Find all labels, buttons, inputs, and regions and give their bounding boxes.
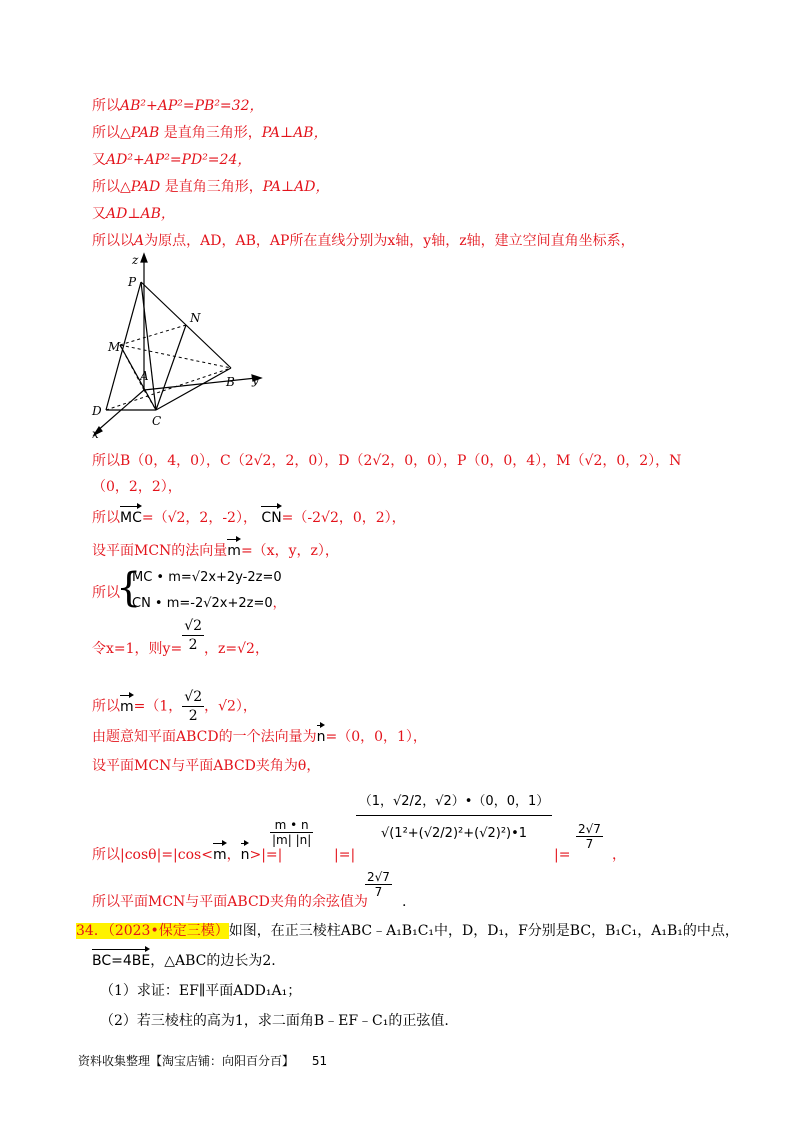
text: 所以 <box>92 698 120 715</box>
text: 是直角三角形， <box>164 179 263 195</box>
line-2 <box>92 124 328 142</box>
conclusion-line <box>92 893 368 911</box>
text: 所以 <box>92 98 120 114</box>
denominator: 7 <box>585 837 594 851</box>
problem-source: （2023•保定三模） <box>107 923 229 939</box>
vector-m: m <box>212 847 227 863</box>
cos-eq: |= <box>554 847 571 863</box>
label-y: y <box>252 373 259 387</box>
text: 所以平面MCN与平面ABCD夹角的余弦值为 <box>92 894 368 910</box>
text: 所以 <box>92 510 120 526</box>
denominator: 2 <box>188 708 198 724</box>
text: >|=| <box>249 847 283 863</box>
text: 又 <box>92 152 106 168</box>
label-d: D <box>92 404 102 418</box>
denominator: 2 <box>188 636 198 653</box>
math: AB²+AP²=PB²=32， <box>120 98 264 114</box>
math: PAB <box>130 125 160 141</box>
conclusion-fraction <box>365 870 392 899</box>
label-m: M <box>108 340 121 354</box>
fraction <box>182 688 204 725</box>
vector-n: n <box>316 729 326 745</box>
text: ， <box>226 847 241 863</box>
text: ， <box>272 596 286 611</box>
line-5 <box>92 205 175 223</box>
numerator: 2√7 <box>578 822 601 836</box>
problem-34-line-2 <box>92 952 276 970</box>
math: A <box>134 233 145 249</box>
line-6 <box>92 232 635 250</box>
text: 所以以 <box>92 233 134 249</box>
math: AD²+AP²=PD²=24， <box>106 152 252 168</box>
page-footer <box>78 1052 327 1069</box>
cos-end: ， <box>612 847 626 863</box>
text: =（0，0，1）， <box>325 729 427 745</box>
footer-text: 资料收集整理【淘宝店铺：向阳百分百】 <box>78 1054 295 1068</box>
vector-cn: CN <box>261 510 282 526</box>
numerator: √2 <box>184 617 203 634</box>
text: =（√2，2，-2）， <box>141 510 257 526</box>
problem-34-line-1 <box>76 922 739 940</box>
line-4 <box>92 178 329 196</box>
vector-mc: MC <box>120 510 142 526</box>
label-b: B <box>226 375 235 389</box>
angle-line: 设平面MCN与平面ABCD夹角为θ， <box>92 758 321 774</box>
problem-number: 34． <box>76 923 108 939</box>
text: 所以|cosθ|=|cos< <box>92 847 213 863</box>
cos-fraction-2 <box>356 790 552 841</box>
text: 所以△ <box>92 179 131 195</box>
text: 由题意知平面ABCD的一个法向量为 <box>92 729 317 745</box>
text: ，z=√2， <box>204 641 269 657</box>
text: 设平面MCN的法向量 <box>92 543 228 559</box>
math: PA⊥AD， <box>262 179 330 195</box>
cos-result <box>576 822 603 851</box>
coords-line-1: 所以B（0，4，0），C（2√2，2，0），D（2√2，0，0），P（0，0，4），M（√2，0，2），N <box>92 453 682 469</box>
page-number: 51 <box>311 1054 328 1068</box>
numerator: √2 <box>184 689 203 705</box>
label-a: A <box>140 369 149 383</box>
text: 所以 <box>92 585 120 601</box>
cos-fraction-1 <box>270 818 313 847</box>
numerator: 2√7 <box>367 870 390 884</box>
text: ，√2）， <box>204 698 257 715</box>
text: =（-2√2，0，2）， <box>281 510 406 526</box>
label-x: x <box>92 427 99 441</box>
denominator: 7 <box>374 885 383 899</box>
cos-mid: |=| <box>334 847 356 863</box>
geometry-figure <box>86 250 276 445</box>
question-2: （2）若三棱柱的高为1，求二面角B﹣EF﹣C₁的正弦值. <box>100 1013 449 1029</box>
cos-line <box>92 846 282 864</box>
text: 为原点，AD，AB，AP所在直线分别为x轴，y轴，z轴，建立空间直角坐标系， <box>144 233 635 249</box>
text: CN • m=-2√2x+2z=0 <box>132 596 273 611</box>
math: PAD <box>130 179 161 195</box>
m-vector-line <box>92 688 257 725</box>
coords-line-2: （0，2，2）， <box>92 479 182 495</box>
fraction <box>182 617 204 654</box>
line-3 <box>92 151 251 169</box>
text: 又 <box>92 206 106 222</box>
math: PA⊥AB， <box>261 125 328 141</box>
system-eq2 <box>132 595 286 613</box>
vectors-line <box>92 509 406 527</box>
conclusion-end: . <box>402 894 407 910</box>
vector-m: m <box>120 698 134 715</box>
numerator: （1，√2/2，√2）•（0，0，1） <box>356 790 552 816</box>
question-1: （1）求证：EF∥平面ADD₁A₁； <box>100 983 302 999</box>
vector-equation: BC=4BE <box>92 953 151 969</box>
label-p: P <box>128 275 137 289</box>
let-line <box>92 617 269 658</box>
label-c: C <box>152 414 162 428</box>
text: 所以△ <box>92 125 131 141</box>
label-n: N <box>190 311 201 325</box>
line-1 <box>92 97 263 115</box>
vector-m: m <box>227 543 241 559</box>
text: 是直角三角形， <box>163 125 262 141</box>
numerator: m • n <box>270 818 313 833</box>
denominator: |m| |n| <box>272 833 312 847</box>
normal-line <box>92 542 339 560</box>
text: =（1， <box>133 698 183 715</box>
denominator: √(1²+(√2/2)²+(√2)²)•1 <box>380 826 528 841</box>
n-vector-line <box>92 728 427 746</box>
vector-n: n <box>240 847 250 863</box>
text: =（x，y，z）， <box>240 543 339 559</box>
text: ，△ABC的边长为2. <box>150 953 276 969</box>
system-brace: { <box>116 565 142 611</box>
label-z: z <box>132 253 139 267</box>
text: 如图，在正三棱柱ABC﹣A₁B₁C₁中，D，D₁，F分别是BC，B₁C₁，A₁B₁的中点， <box>228 923 739 939</box>
text: 令x=1，则y= <box>92 641 183 657</box>
system-eq1: MC • m=√2x+2y-2z=0 <box>132 570 282 585</box>
math: AD⊥AB， <box>106 206 175 222</box>
